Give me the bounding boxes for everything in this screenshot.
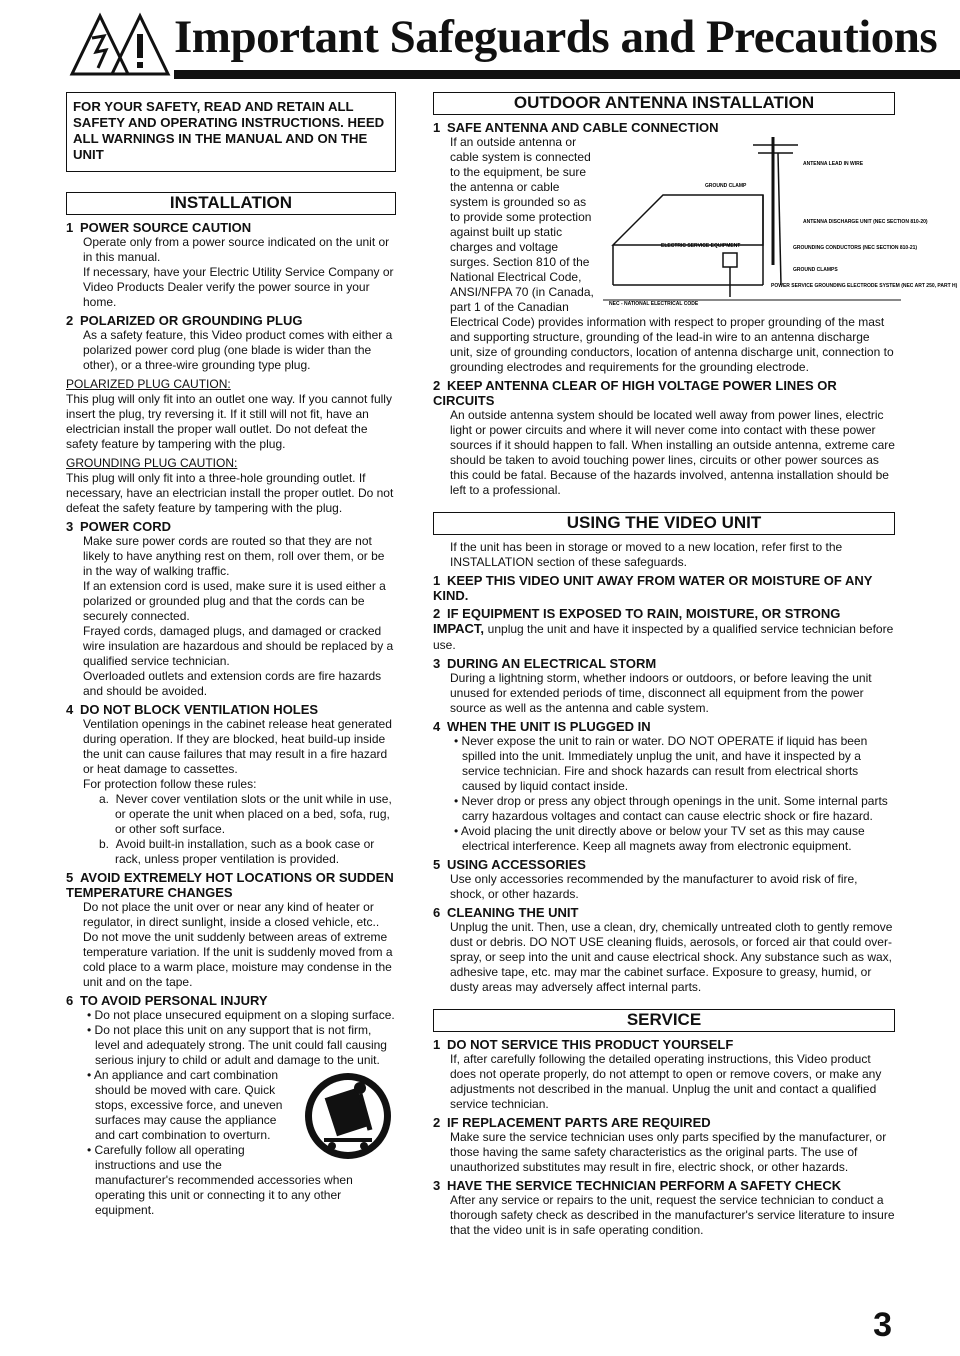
outdoor-antenna-heading: OUTDOOR ANTENNA INSTALLATION — [433, 92, 895, 115]
diagram-label: ANTENNA DISCHARGE UNIT (NEC SECTION 810-20) — [803, 219, 928, 225]
subheading: GROUNDING PLUG CAUTION: — [66, 456, 238, 470]
item-heading: 1 SAFE ANTENNA AND CABLE CONNECTION — [433, 120, 719, 135]
item-heading: 2 POLARIZED OR GROUNDING PLUG — [66, 313, 303, 328]
diagram-label: ELECTRIC SERVICE EQUIPMENT — [661, 243, 741, 249]
list-item: • Carefully follow all operating instructions and use the manufacturer's recommended accessories when operating this unit or connecting it to any other equipment. — [87, 1143, 353, 1217]
item-heading: 1 KEEP THIS VIDEO UNIT AWAY FROM WATER OR MOISTURE OF ANY KIND. — [433, 573, 873, 603]
list-item: • An appliance and cart combination should be moved with care. Quick stops, excessive force, and uneven surfaces may cause the appliance and cart combination to overturn. — [87, 1068, 283, 1142]
paragraph: Make sure the service technician uses only parts specified by the manufacturer, or those having the same safety characteristics as the original parts. The use of unauthorized substitutes may result in fire, electric shock, or other hazards. — [450, 1130, 887, 1174]
item-heading: 3 POWER CORD — [66, 519, 171, 534]
item-heading: 2 KEEP ANTENNA CLEAR OF HIGH VOLTAGE POWER LINES OR CIRCUITS — [433, 378, 837, 408]
page-number: 3 — [873, 1306, 892, 1344]
item-heading: 2 IF EQUIPMENT IS EXPOSED TO RAIN, MOISTURE, OR STRONG IMPACT, unplug the unit and have it inspected by a qualified service technician before use. — [433, 606, 894, 652]
item-heading: 6 CLEANING THE UNIT — [433, 905, 579, 920]
paragraph: Use only accessories recommended by the manufacturer to avoid risk of fire, shock, or other hazards. — [450, 872, 858, 901]
service-heading: SERVICE — [433, 1009, 895, 1032]
paragraph: Do not place the unit over or near any kind of heater or regulator, in direct sunlight, inside a closed vehicle, etc.. Do not move the unit suddenly between areas of extreme temperature variation. If the unit is suddenly moved from a cold place to a warm place, moisture may condense in the unit and on the tape. — [83, 900, 393, 989]
item-heading: 4 WHEN THE UNIT IS PLUGGED IN — [433, 719, 651, 734]
page-title: Important Safeguards and Precautions — [174, 11, 938, 63]
item-heading: 4 DO NOT BLOCK VENTILATION HOLES — [66, 702, 319, 717]
item-heading: 1 DO NOT SERVICE THIS PRODUCT YOURSELF — [433, 1037, 734, 1052]
paragraph: For protection follow these rules: — [83, 777, 257, 791]
item-heading: 3 DURING AN ELECTRICAL STORM — [433, 656, 657, 671]
item-heading: 6 TO AVOID PERSONAL INJURY — [66, 993, 268, 1008]
left-column — [66, 92, 396, 1218]
paragraph: Make sure power cords are routed so that they are not likely to have anything rest on them, roll over them, or be in the way of walking traffic. — [83, 534, 385, 578]
antenna-grounding-diagram — [603, 135, 958, 307]
item-heading: 5 USING ACCESSORIES — [433, 857, 586, 872]
list-item: • Do not place this unit on any support that is not firm, level and adequately strong. The unit could fall causing serious injury to child or adult and damage to the unit. — [87, 1023, 387, 1067]
right-column — [433, 92, 958, 1238]
list-item: b. Avoid built-in installation, such as a book case or rack, unless proper ventilation is provided. — [99, 837, 375, 866]
paragraph: This plug will only fit into a three-hole grounding outlet. If necessary, have an electrician install the proper outlet. Do not defeat the safety feature by tampering with the plug. — [66, 471, 394, 515]
paragraph: Ventilation openings in the cabinet release heat generated during operation. If they are blocked, heat build-up inside the unit can cause failures that may result in a fire hazard or heat damage to cassettes. — [83, 717, 392, 776]
list-item: • Never expose the unit to rain or water. DO NOT OPERATE if liquid has been spilled into the unit. Immediately unplug the unit, and have it inspected by a service technician. Fire and shock hazards can result from electrical shorts caused by liquid contact inside. — [454, 734, 868, 793]
diagram-label: GROUND CLAMP — [705, 183, 747, 189]
paragraph: If the unit has been in storage or moved to a new location, refer first to the INSTALLATION section of these safeguards. — [450, 540, 843, 569]
item-heading: 3 HAVE THE SERVICE TECHNICIAN PERFORM A SAFETY CHECK — [433, 1178, 842, 1193]
item-heading: 5 AVOID EXTREMELY HOT LOCATIONS OR SUDDEN TEMPERATURE CHANGES — [66, 870, 394, 900]
list-item: • Avoid placing the unit directly above or below your TV set as this may cause electrical interference. Keep all magnets away from electronic equipment. — [454, 824, 865, 853]
using-video-unit-heading: USING THE VIDEO UNIT — [433, 512, 895, 535]
diagram-label: GROUNDING CONDUCTORS (NEC SECTION 810-21) — [793, 245, 918, 251]
paragraph: If an extension cord is used, make sure it is used either a polarized or grounded plug and that the cords can be securely connected. — [83, 579, 386, 623]
item-heading: 2 IF REPLACEMENT PARTS ARE REQUIRED — [433, 1115, 711, 1130]
paragraph: After any service or repairs to the unit, request the service technician to conduct a thorough safety check as described in the manufacturer's service literature to insure that the video unit is in safe operating condition. — [450, 1193, 895, 1237]
paragraph: Overloaded outlets and extension cords are fire hazards and should be avoided. — [83, 669, 382, 698]
paragraph: Operate only from a power source indicated on the unit or in this manual. — [83, 235, 390, 264]
title-underline-bar — [174, 70, 960, 79]
list-item: • Do not place unsecured equipment on a sloping surface. — [87, 1008, 395, 1022]
paragraph: If, after carefully following the detailed operating instructions, this Video product does not operate properly, do not attempt to open or remove covers, or make any adjustments not described in the manual. Unplug the unit and contact a qualified service technician. — [450, 1052, 882, 1111]
list-item: • Never drop or press any object through openings in the unit. Some internal parts carry hazardous voltages and contact can cause electric shock or fire hazard. — [454, 794, 888, 823]
list-item: a. Never cover ventilation slots or the unit while in use, or operate the unit when placed on a bed, sofa, rug, or other soft surface. — [99, 792, 392, 836]
item-heading: 1 POWER SOURCE CAUTION — [66, 220, 252, 235]
paragraph: An outside antenna system should be located well away from power lines, electric light or power circuits and where it will never come into contact with these power sources if it should happen to fall. When installing an outside antenna, extreme care should be taken to avoid touching power lines, circuits or other power sources as this could be fatal. Because of the hazards involved, antenna installation should be left to a professional. — [450, 408, 895, 497]
paragraph: Unplug the unit. Then, use a clean, dry, chemically untreated cloth to gently remove dust or debris. DO NOT USE cleaning fluids, aerosols, or forced air that could over-spray, or seep into the unit and cause electrical shock. Any substance such as wax, adhesive tape, etc. may mar the cabinet surface. Exposure to greasy, humid, or dusty areas may adversely affect internal parts. — [450, 920, 893, 994]
paragraph: During a lightning storm, whether indoors or outdoors, or before leaving the unit unused for extended periods of time, disconnect all equipment from the power source as well as the antenna and cable system. — [450, 671, 872, 715]
paragraph: As a safety feature, this Video product comes with either a polarized power cord plug (one blade is wider than the other), or a three-wire grounding type plug. — [83, 328, 393, 372]
paragraph: Frayed cords, damaged plugs, and damaged or cracked wire insulation are hazardous and should be replaced by a qualified service technician. — [83, 624, 394, 668]
diagram-label: POWER SERVICE GROUNDING ELECTRODE SYSTEM (NEC ART 250, PART H) — [771, 283, 958, 289]
diagram-label: ANTENNA LEAD IN WIRE — [803, 161, 864, 167]
diagram-label: GROUND CLAMPS — [793, 267, 838, 273]
title-block — [70, 8, 938, 78]
paragraph: If an outside antenna or cable system is connected to the equipment, be sure the antenna or cable system is grounded so as to provide some protection against built up static charges and voltage surges. Section 810 of the National Electrical Code, ANSI/NFPA 70 (in Canada, part 1 of the Canadian Electrical Code) provides information with respect to proper grounding of the mast and supporting structure, grounding of the lead-in wire to an antenna discharge unit, size of grounding conductors, location of antenna discharge unit, connection to grounding electrodes and requirements for the grounding electrode. — [450, 135, 894, 374]
installation-heading: INSTALLATION — [66, 192, 396, 215]
subheading: POLARIZED PLUG CAUTION: — [66, 377, 231, 391]
warning-triangle-icon — [70, 12, 170, 76]
safety-notice-box: FOR YOUR SAFETY, READ AND RETAIN ALL SAFETY AND OPERATING INSTRUCTIONS. HEED ALL WARNINGS IN THE MANUAL AND ON THE UNIT — [66, 92, 396, 172]
paragraph: This plug will only fit into an outlet one way. If you cannot fully insert the plug, try reversing it. If it still will not fit, have an electrician install the proper wall outlet. Do not defeat the safety feature by tampering with the plug. — [66, 392, 392, 451]
cart-warning-icon — [300, 1070, 396, 1162]
paragraph: If necessary, have your Electric Utility Service Company or Video Products Dealer verify the power source in your home. — [83, 265, 394, 309]
diagram-label: NEC - NATIONAL ELECTRICAL CODE — [609, 301, 699, 307]
